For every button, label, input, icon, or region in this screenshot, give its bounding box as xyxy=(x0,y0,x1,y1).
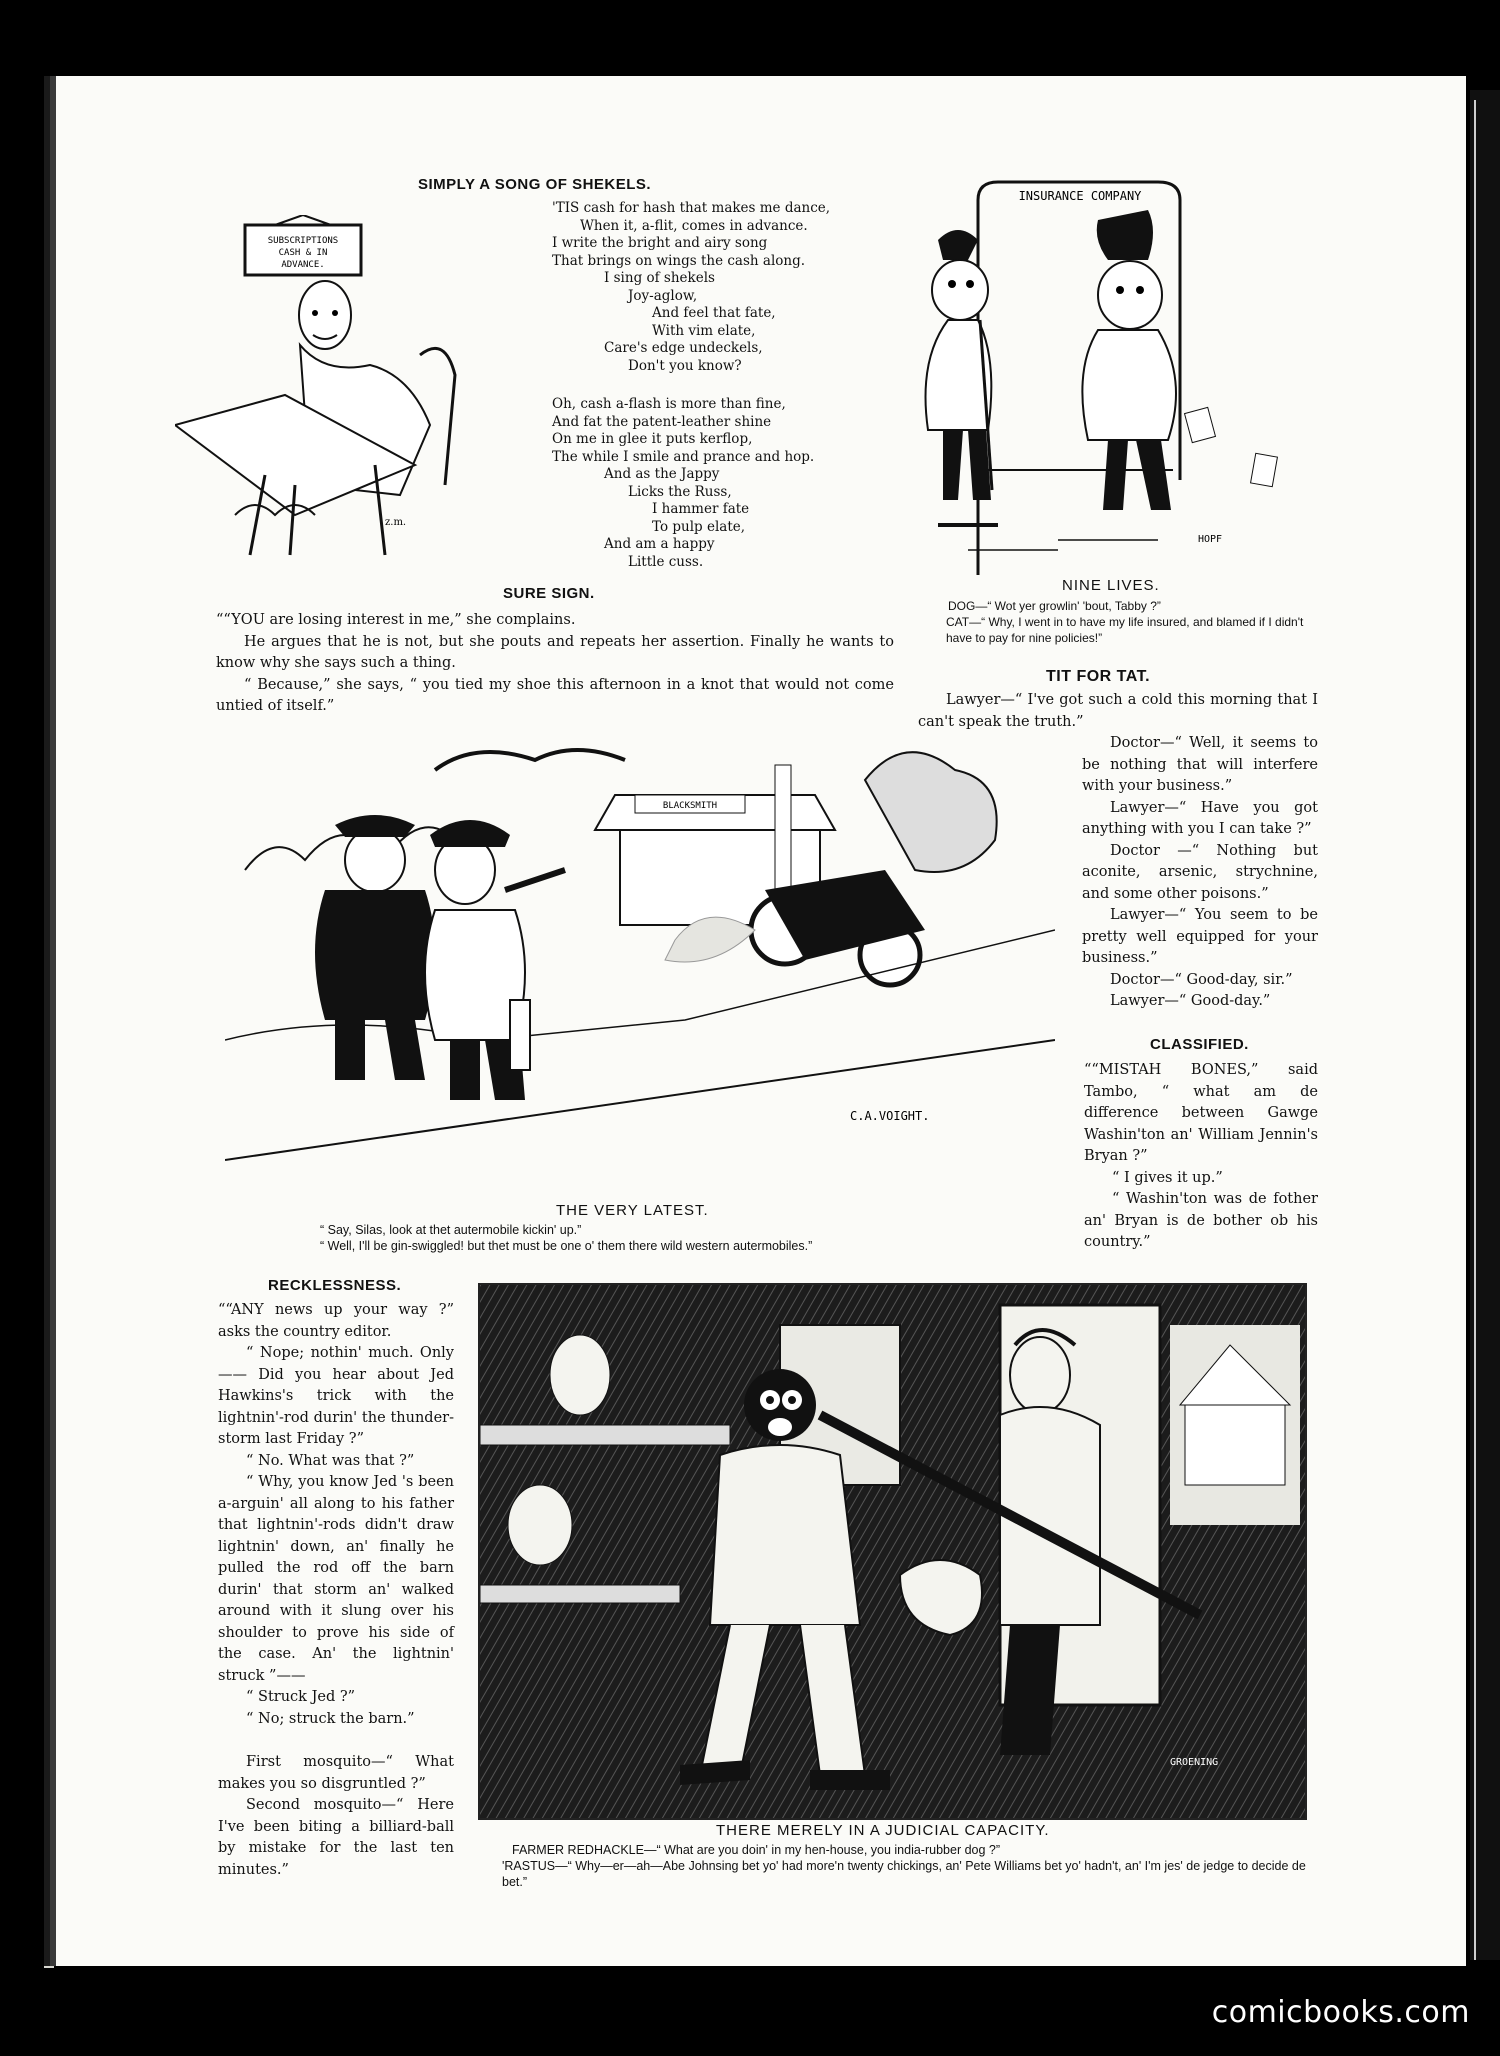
paragraph: He argues that he is not, but she pouts and repeats her assertion. Finally he wants to know why she says such a thing. xyxy=(216,633,894,671)
paragraph: “ Nope; nothin' much. Only—— Did you hear about Jed Hawkins's trick with the lightnin'-rod durin' the thunder-storm last Friday ?” xyxy=(218,1345,454,1447)
dialogue-line: Doctor —“ Nothing but aconite, arsenic, strychnine, and some other poisons.” xyxy=(1082,842,1318,902)
paragraph: “ Why, you know Jed 's been a-arguin' all along to his father that lightnin'-rods didn't draw lightnin' down, an' finally he pulled the rod off the barn durin' that storm an' walked around with it slung over his shoulder to prove his side of the case. An' the lightnin' struck ”—— xyxy=(218,1474,454,1684)
verse-line: 'TIS cash for hash that makes me dance, xyxy=(552,200,831,216)
verse-line: I write the bright and airy song xyxy=(552,235,768,251)
dialogue-line: DOG—“ Wot yer growlin' 'bout, Tabby ?” xyxy=(948,599,1161,613)
dialogue-line: First mosquito—“ What makes you so disgruntled ?” xyxy=(218,1754,454,1792)
judicial-title: THERE MERELY IN A JUDICIAL CAPACITY. xyxy=(716,1822,1050,1839)
judicial-dialogue xyxy=(502,1842,1312,1890)
song-title: SIMPLY A SONG OF SHEKELS. xyxy=(418,176,652,193)
verse-line: That brings on wings the cash along. xyxy=(552,252,806,269)
nine-lives-dialogue xyxy=(946,598,1318,646)
verse-line: Licks the Russ, xyxy=(628,483,732,500)
recklessness-title: RECKLESSNESS. xyxy=(268,1277,402,1294)
mosquito-text xyxy=(218,1752,454,1881)
very-latest-title: THE VERY LATEST. xyxy=(556,1202,709,1219)
illustration-hen-house xyxy=(478,1283,1307,1820)
paragraph: “ Because,” she says, “ you tied my shoe this afternoon in a knot that would not come untied of itself.” xyxy=(216,676,894,714)
verse-line: With vim elate, xyxy=(652,322,756,339)
verse-line: Care's edge undeckels, xyxy=(604,340,763,356)
dialogue-line: Lawyer—“ You seem to be pretty well equipped for your business.” xyxy=(1082,907,1318,966)
verse-line: Oh, cash a-flash is more than fine, xyxy=(552,396,786,412)
dialogue-line: Lawyer—“ Good-day.” xyxy=(1110,993,1271,1009)
dialogue-line: Doctor—“ Good-day, sir.” xyxy=(1110,971,1293,988)
insurance-sign-text: INSURANCE COMPANY xyxy=(1018,189,1142,203)
song-verse-1 xyxy=(552,200,872,375)
very-latest-dialogue xyxy=(320,1222,1060,1254)
verse-line: On me in glee it puts kerflop, xyxy=(552,431,753,447)
nine-lives-title: NINE LIVES. xyxy=(1062,577,1160,594)
dialogue-line: 'RASTUS—“ Why—er—ah—Abe Johnsing bet yo' had more'n twenty chickings, an' Pete Williams bet yo' hadn't, an' I'm jes' de jedge to decide de bet.” xyxy=(502,1859,1306,1889)
dialogue-line: Doctor—“ Well, it seems to be nothing that will interfere with your business.” xyxy=(1082,735,1318,794)
svg-text:ADVANCE.: ADVANCE. xyxy=(281,260,325,270)
illustration-autermobile xyxy=(225,740,1055,1195)
tit-for-tat-line-0 xyxy=(918,690,1318,733)
dialogue-line: FARMER REDHACKLE—“ What are you doin' in my hen-house, you india-rubber dog ?” xyxy=(512,1843,1001,1857)
dialogue-line: “ Well, I'll be gin-swiggled! but thet must be one o' them there wild western autermobiles.” xyxy=(320,1239,813,1253)
svg-text:CASH & IN: CASH & IN xyxy=(278,248,328,258)
paragraph: “ Washin'ton was de fother an' Bryan is de bother ob his country.” xyxy=(1084,1191,1318,1250)
song-verse-2 xyxy=(552,396,872,571)
dialogue-line: Lawyer—“ Have you got anything with you I can take ?” xyxy=(1082,799,1318,837)
sure-sign-text xyxy=(216,610,894,718)
dialogue-line: “ Say, Silas, look at thet autermobile kickin' up.” xyxy=(320,1223,582,1237)
watermark: comicbooks.com xyxy=(1211,1995,1470,2030)
paragraph: ““YOU are losing interest in me,” she complains. xyxy=(216,612,576,628)
illustration-dog-and-cat xyxy=(908,180,1313,575)
paragraph: “ No. What was that ?” xyxy=(246,1452,415,1469)
artist-signature: C.A.VOIGHT. xyxy=(850,1109,930,1123)
verse-line: And fat the patent-leather shine xyxy=(552,413,772,430)
paragraph: “ I gives it up.” xyxy=(1112,1169,1223,1186)
facing-page-line xyxy=(1474,100,1476,1960)
verse-line: To pulp elate, xyxy=(652,518,746,535)
page-edge xyxy=(44,80,54,1968)
paragraph: ““MISTAH BONES,” said Tambo, “ what am de difference between Gawge Washin'ton an' William Jennin's Bryan ?” xyxy=(1084,1062,1318,1164)
verse-line: I hammer fate xyxy=(652,501,750,517)
dialogue-line: Lawyer—“ I've got such a cold this morning that I can't speak the truth.” xyxy=(918,692,1318,730)
paragraph: “ No; struck the barn.” xyxy=(246,1710,415,1727)
tit-for-tat-dialogue xyxy=(1082,733,1318,1013)
paragraph: “ Struck Jed ?” xyxy=(246,1689,356,1705)
verse-line: And feel that fate, xyxy=(652,305,776,321)
recklessness-text xyxy=(218,1300,454,1730)
verse-line: And am a happy xyxy=(604,536,715,552)
verse-line: When it, a-flit, comes in advance. xyxy=(580,217,808,234)
verse-line: Joy-aglow, xyxy=(628,287,698,304)
paragraph: ““ANY news up your way ?” asks the country editor. xyxy=(218,1302,454,1340)
classified-title: CLASSIFIED. xyxy=(1150,1036,1249,1053)
tit-for-tat-title: TIT FOR TAT. xyxy=(1046,668,1151,685)
verse-line: And as the Jappy xyxy=(604,466,720,482)
verse-line: Don't you know? xyxy=(628,357,742,374)
verse-line: I sing of shekels xyxy=(604,270,715,286)
artist-signature: GROENING xyxy=(1170,1757,1219,1768)
dialogue-line: CAT—“ Why, I went in to have my life insured, and blamed if I didn't have to pay for nine policies!” xyxy=(946,615,1304,645)
dialogue-line: Second mosquito—“ Here I've been biting a billiard-ball by mistake for the last ten minutes.” xyxy=(218,1797,454,1878)
svg-text:z.m.: z.m. xyxy=(385,517,407,528)
verse-line: The while I smile and prance and hop. xyxy=(552,448,815,465)
blacksmith-sign-text: BLACKSMITH xyxy=(662,801,718,811)
classified-text xyxy=(1084,1060,1318,1254)
svg-text:SUBSCRIPTIONS: SUBSCRIPTIONS xyxy=(267,236,339,246)
artist-signature: HOPF xyxy=(1198,534,1223,545)
illustration-writer xyxy=(175,215,480,567)
sure-sign-title: SURE SIGN. xyxy=(503,585,595,602)
verse-line: Little cuss. xyxy=(628,553,704,570)
